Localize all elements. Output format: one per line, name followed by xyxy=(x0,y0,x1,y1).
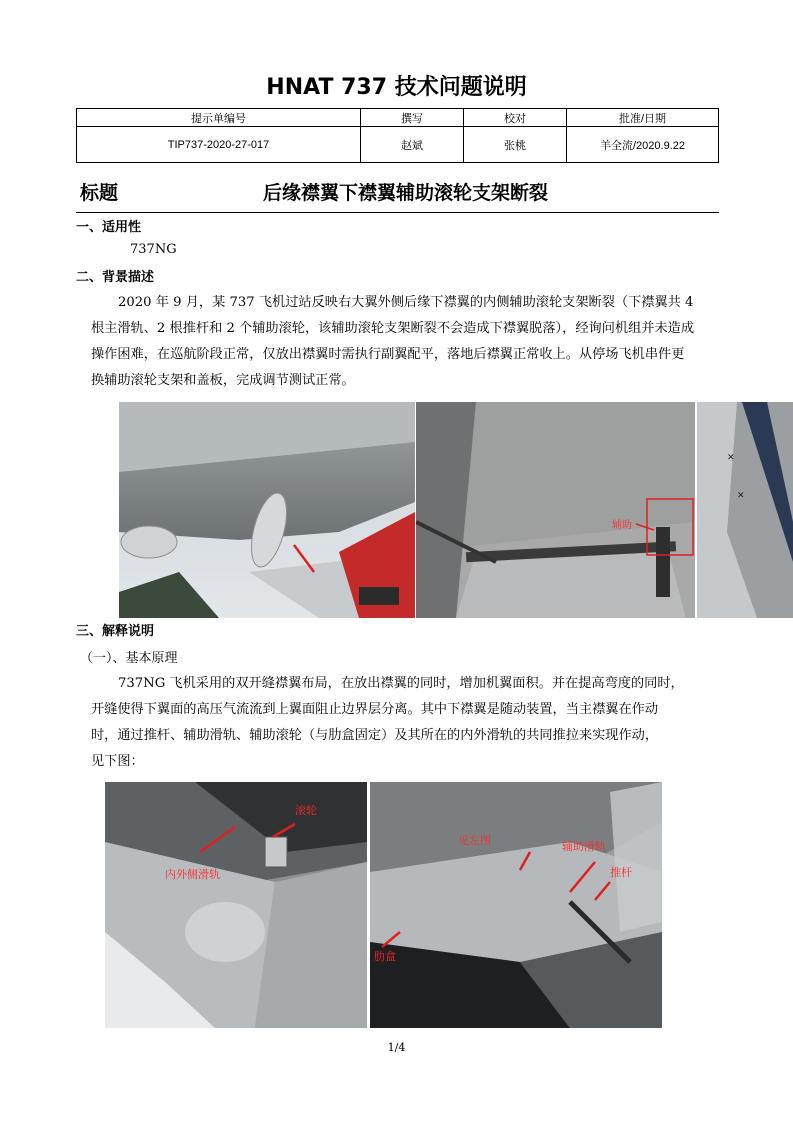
explanation-line-1: 737NG 飞机采用的双开缝襟翼布局，在放出襟翼的同时，增加机翼面积。并在提高弯度的同时， xyxy=(118,676,684,691)
section-heading-applicability: 一、适用性 xyxy=(76,220,142,235)
meta-header-author: 撰写 xyxy=(361,109,464,127)
applicability-content: 737NG xyxy=(130,242,177,257)
subject-label: 标题 xyxy=(80,182,119,204)
meta-header-approval: 批准/日期 xyxy=(567,109,719,127)
explanation-subheading: （一）、基本原理 xyxy=(80,651,178,666)
meta-header-tip-number: 提示单编号 xyxy=(77,109,361,127)
photo-label-pushrod: 推杆 xyxy=(610,866,632,879)
explanation-line-3: 时，通过推杆、辅助滑轨、辅助滚轮（与肋盒固定）及其所在的内外滑轨的共同推拉来实现作动， xyxy=(91,728,659,743)
background-line-4: 换辅助滚轮支架和盖板，完成调节测试正常。 xyxy=(91,373,355,388)
photo-label-rib-box: 肋盒 xyxy=(374,950,396,963)
document-title: HNAT 737 技术问题说明 xyxy=(266,75,527,100)
meta-value-reviewer: 张桃 xyxy=(464,127,567,163)
subject-divider xyxy=(76,212,719,213)
background-line-2: 根主滑轨、2 根推杆和 2 个辅助滚轮，该辅助滚轮支架断裂不会造成下襟翼脱落），经询问机组并未造成 xyxy=(91,321,695,336)
explanation-line-4: 见下图： xyxy=(91,754,144,769)
meta-header-row xyxy=(77,109,719,127)
photo-label-see-left: 见左图 xyxy=(458,834,491,847)
photo-roller-support xyxy=(416,402,695,618)
meta-value-approval: 羊全流/2020.9.22 xyxy=(567,127,719,163)
photo-flap-tracks xyxy=(105,782,367,1028)
section-heading-explanation: 三、解释说明 xyxy=(76,624,155,639)
photo-closeup xyxy=(697,402,793,618)
meta-value-row xyxy=(77,127,719,163)
fastener-icon: ✕ xyxy=(737,491,745,501)
explanation-line-2: 开缝使得下翼面的高压气流流到上翼面阻止边界层分离。其中下襟翼是随动装置，当主襟翼在作动 xyxy=(91,702,659,717)
background-line-3: 操作困难，在巡航阶段正常，仅放出襟翼时需执行副翼配平，落地后襟翼正常收上。从停场飞机串件更 xyxy=(91,347,685,362)
page-number: 1/4 xyxy=(387,1041,406,1054)
photo-label-track: 内外侧滑轨 xyxy=(165,868,220,881)
meta-value-author: 赵斌 xyxy=(361,127,464,163)
section-heading-background: 二、背景描述 xyxy=(76,270,155,285)
meta-value-tip-number: TIP737-2020-27-017 xyxy=(77,127,361,163)
photo-label-aux-track: 辅助滑轨 xyxy=(562,840,606,853)
fastener-icon: ✕ xyxy=(727,453,735,463)
photo-label-roller: 滚轮 xyxy=(295,804,317,817)
meta-table xyxy=(76,108,719,163)
photo-pushrod-assembly xyxy=(370,782,662,1028)
meta-header-reviewer: 校对 xyxy=(464,109,567,127)
photo-wing-underside xyxy=(119,402,415,618)
photo-label-aux: 辅助 xyxy=(612,520,632,531)
background-line-1: 2020 年 9 月，某 737 飞机过站反映右大翼外侧后缘下襟翼的内侧辅助滚轮支架断裂（下襟翼共 4 xyxy=(118,295,694,310)
subject-text: 后缘襟翼下襟翼辅助滚轮支架断裂 xyxy=(263,182,549,204)
